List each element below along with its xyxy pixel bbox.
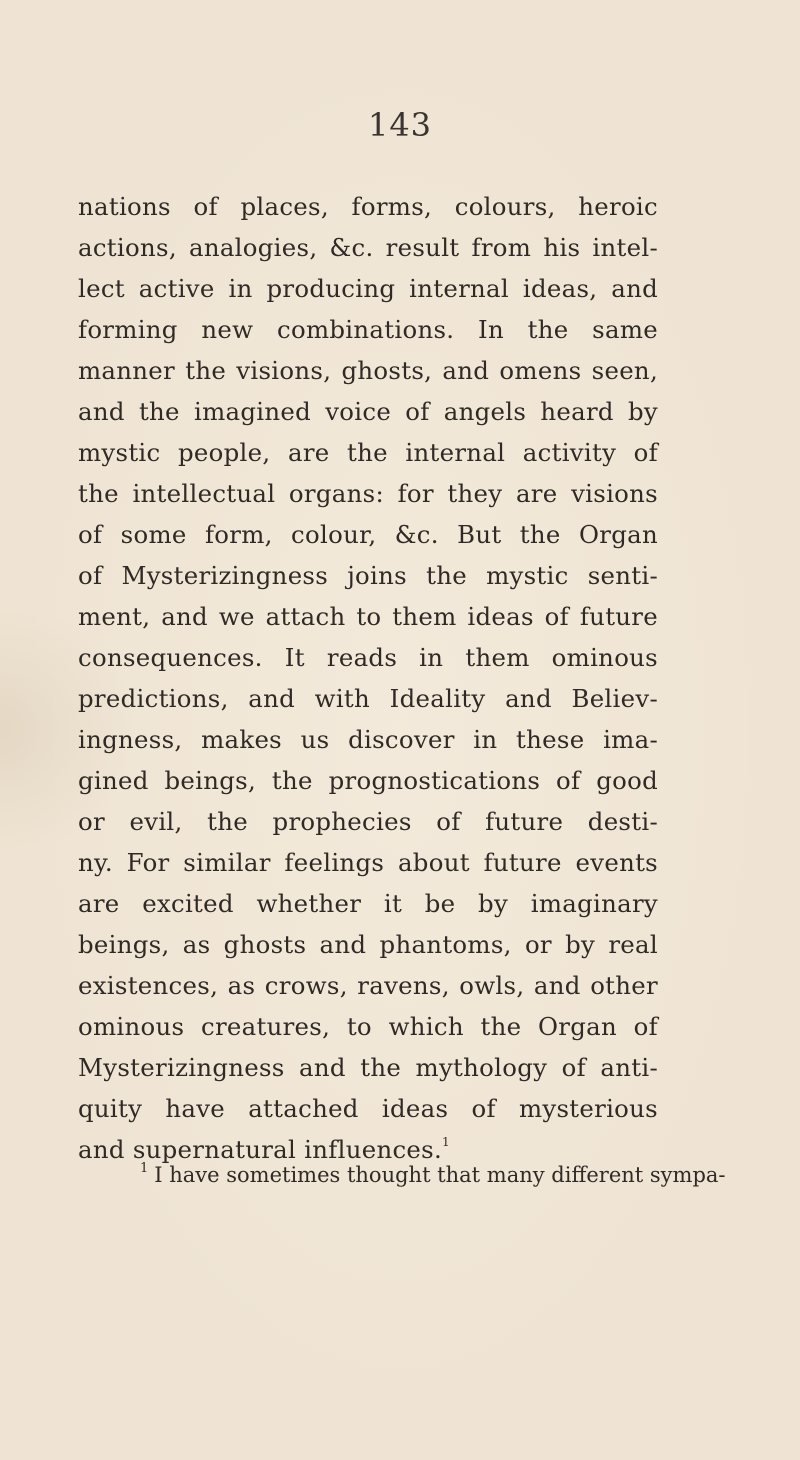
text-line: mystic people, are the internal activity of xyxy=(78,438,658,467)
text-line: and the imagined voice of angels heard by xyxy=(78,397,658,426)
text-line: ment, and we attach to them ideas of future xyxy=(78,602,658,631)
text-line: are excited whether it be by imaginary xyxy=(78,889,658,918)
body-text xyxy=(78,186,658,1170)
text-line-content: and supernatural influences. xyxy=(78,1135,443,1164)
text-line: ingness, makes us discover in these ima- xyxy=(78,725,658,754)
text-line: manner the visions, ghosts, and omens seen, xyxy=(78,356,658,385)
text-line: lect active in producing internal ideas, and xyxy=(78,274,658,303)
page-number: 143 xyxy=(367,106,433,144)
text-line: quity have attached ideas of mysterious xyxy=(78,1094,658,1123)
text-line: of some form, colour, &c. But the Organ xyxy=(78,520,658,549)
text-line: forming new combinations. In the same xyxy=(78,315,658,344)
text-line: actions, analogies, &c. result from his intel- xyxy=(78,233,658,262)
text-line: or evil, the prophecies of future desti- xyxy=(78,807,658,836)
footnote-marker: 1 xyxy=(140,1161,149,1176)
text-line: ominous creatures, to which the Organ of xyxy=(78,1012,658,1041)
text-line: predictions, and with Ideality and Believ- xyxy=(78,684,658,713)
text-line: nations of places, forms, colours, heroic xyxy=(78,192,658,221)
text-line: existences, as crows, ravens, owls, and other xyxy=(78,971,658,1000)
footnote-reference: 1 xyxy=(442,1135,450,1149)
text-line: the intellectual organs: for they are visions xyxy=(78,479,658,508)
text-line: consequences. It reads in them ominous xyxy=(78,643,658,672)
text-line: beings, as ghosts and phantoms, or by real xyxy=(78,930,658,959)
text-line: of Mysterizingness joins the mystic senti- xyxy=(78,561,658,590)
text-line: ny. For similar feelings about future events xyxy=(78,848,658,877)
text-line: Mysterizingness and the mythology of anti- xyxy=(78,1053,658,1082)
footnote-text: I have sometimes thought that many different sympa- xyxy=(154,1163,726,1187)
footnote xyxy=(140,1160,726,1190)
text-line: gined beings, the prognostications of good xyxy=(78,766,658,795)
